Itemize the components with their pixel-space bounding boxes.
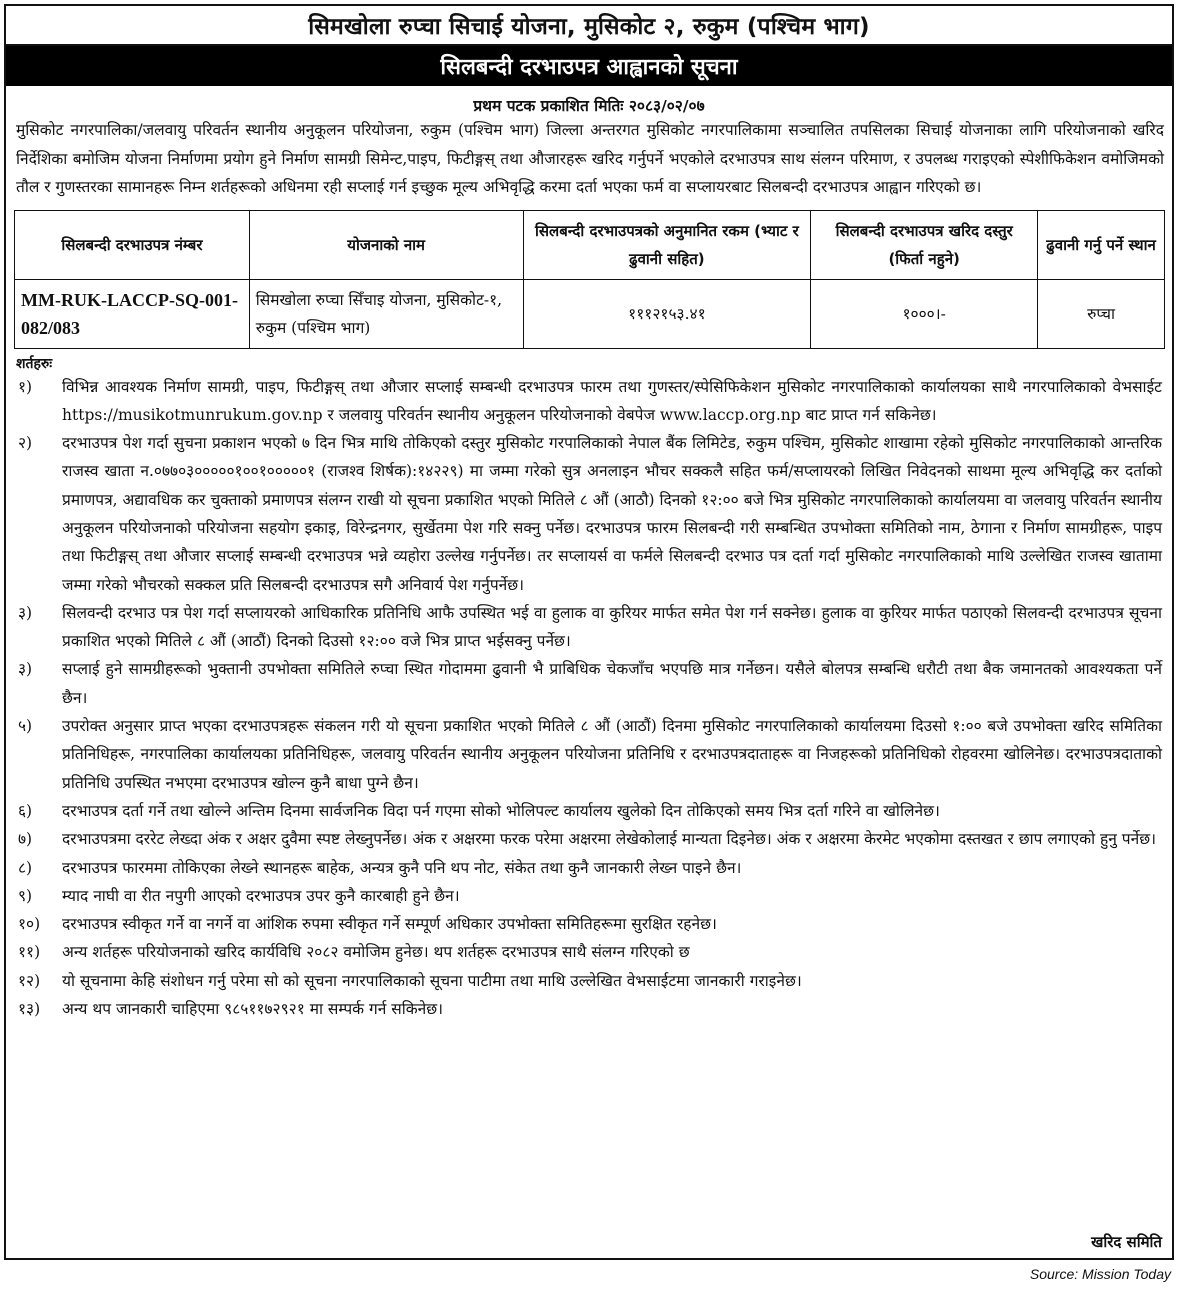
- term-number: ३): [18, 603, 33, 622]
- cell-bid-number: MM-RUK-LACCP-SQ-001-082/083: [15, 279, 250, 348]
- term-item: [6, 599, 1162, 656]
- term-item: [6, 910, 1162, 938]
- term-item: [6, 797, 1162, 825]
- term-number: ५): [18, 717, 33, 736]
- term-text: अन्य शर्तहरू परियोजनाको खरिद कार्यविधि २०८२ वमोजिम हुनेछ। थप शर्तहरू दरभाउपत्र साथै संलग्न गरिएको छ: [62, 943, 690, 962]
- source-credit: Source: Mission Today: [1029, 1266, 1171, 1282]
- term-text: उपरोक्त अनुसार प्राप्त भएका दरभाउपत्रहरू संकलन गरी यो सूचना प्रकाशित भएको मितिले ८ औं (आठौं) दिनमा मुसिकोट नगरपालिकाको कार्यालयमा दिउसो १:०० बजे उपभोक्ता खरिद समितिका प्रतिनिधिहरू, नगरपालिका कार्यालयका प्रतिनिधिहरू, जलवायु परिवर्तन स्थानीय अनुकूलन परियोजना प्रतिनिधि र दरभाउपत्रदाताहरू वा निजहरूको प्रतिनिधिको रोहवरमा खोलिनेछ। दरभाउपत्रदाताको प्रतिनिधि उपस्थित नभएमा दरभाउपत्र खोल्न कुनै बाधा पुग्ने छैन।: [62, 717, 1162, 792]
- term-text: दरभाउपत्रमा दररेट लेख्दा अंक र अक्षर दुवैमा स्पष्ट लेख्नुपर्नेछ। अंक र अक्षरमा फरक परेमा अक्षरमा लेखेकोलाई मान्यता दिइनेछ। अंक र अक्षरमा केरमेट भएकोमा दस्तखत र छाप लगाएको हुनु पर्नेछ।: [62, 830, 1156, 849]
- term-number: ११): [18, 943, 41, 962]
- published-date: प्रथम पटक प्रकाशित मितिः २०८३/०२/०७: [473, 97, 705, 115]
- term-number: १): [18, 377, 33, 396]
- term-item: [6, 854, 1162, 882]
- bid-table: [14, 210, 1165, 349]
- term-text: दरभाउपत्र पेश गर्दा सुचना प्रकाशन भएको ७ दिन भित्र माथि तोकिएको दस्तुर मुसिकोट गरपालिकाको नेपाल बैंक लिमिटेड, रुकुम पश्चिम, मुसिकोट शाखामा रहेको मुसिकोट नगरपालिकाको आन्तरिक राजस्व खाता न.०७७०३०००००१००१०००००१ (राजश्व शिर्षक):१४२२९) मा जम्मा गरेको सुत्र अनलाइन भौचर सक्कलै सहित फर्म/सप्लायरको लिखित निवेदनको साथमा मूल्य अभिवृद्धि कर दर्ताको प्रमाणपत्र, अद्यावधिक कर चुक्ताको प्रमाणपत्र संलग्न राखी यो सूचना प्रकाशित भएको मितिले ८ औं (आठौ) दिनको १२:०० बजे भित्र मुसिकोट नगरपालिकाको कार्यालयमा वा जलवायु परिवर्तन स्थानीय अनुकूलन परियोजनाको परियोजना सहयोग इकाइ, विरेन्द्रनगर, सुर्खेतमा पेश गरि सक्नु पर्नेछ। दरभाउपत्र फारम सिलबन्दी गरी सम्बन्धित उपभोक्ता समितिको नाम, ठेगाना र निर्माण सामग्रीहरू, पाइप तथा फिटीङ्गस् तथा औजार सप्लाई सम्बन्धी दरभाउपत्र भन्ने व्यहोरा उल्लेख गर्नुपर्नेछ। तर सप्लायर्स वा फर्मले सिलबन्दी दरभाउ पत्र दर्ता गर्दा मुसिकोट नगरपालिकाको माथि उल्लेखित राजस्व खातामा जम्मा गरेको भौचरको सक्कल प्रति सिलबन्दी दरभाउपत्र सगै अनिवार्य पेश गर्नुपर्नेछ।: [62, 434, 1162, 594]
- term-number: २): [18, 434, 33, 453]
- header-estimated-amount: सिलबन्दी दरभाउपत्रको अनुमानित रकम (भ्याट र ढुवानी सहित): [523, 210, 811, 279]
- term-number: ९): [18, 886, 33, 905]
- term-item: [6, 938, 1162, 966]
- header-project-name: योजनाको नाम: [249, 210, 523, 279]
- term-item: [6, 429, 1162, 599]
- term-text: दरभाउपत्र दर्ता गर्ने तथा खोल्ने अन्तिम दिनमा सार्वजनिक विदा पर्न गएमा सोको भोलिपल्ट कार्यालय खुलेको दिन तोकिएको समय भित्र दर्ता गरिने वा खोलिनेछ।: [62, 801, 940, 820]
- term-item: [6, 825, 1162, 853]
- term-number: १२): [18, 971, 41, 990]
- bid-table-header-row: [15, 210, 1165, 279]
- term-item: [6, 712, 1162, 797]
- intro-paragraph: मुसिकोट नगरपालिका/जलवायु परिवर्तन स्थानीय अनुकूलन परियोजना, रुकुम (पश्चिम भाग) जिल्ला अन्तरगत मुसिकोट नगरपालिकामा सञ्चालित तपसिलका सिचाई योजनाका लागि परियोजनाको खरिद निर्देशिका बमोजिम योजना निर्माणमा प्रयोग हुने निर्माण सामग्री सिमेन्ट,पाइप, फिटीङ्गस् तथा औजारहरू खरिद गर्नुपर्ने भएकोले दरभाउपत्र साथ संलग्न परिमाण, र उपलब्ध गराइएको स्पेशीफिकेशन वमोजिमको तौल र गुणस्तरका सामानहरू निम्न शर्तहरूको अधिनमा रही सप्लाई गर्न इच्छुक मूल्य अभिवृद्धि करमा दर्ता भएका फर्म वा सप्लायरबाट सिलबन्दी दरभाउपत्र आह्वान गरिएको छ।: [16, 121, 1164, 196]
- term-text: सप्लाई हुने सामग्रीहरूको भुक्तानी उपभोक्ता समितिले रुप्चा स्थित गोदाममा ढुवानी भै प्राबिधिक चेकजाँच भएपछि मात्र गर्नेछन। यसैले बोलपत्र सम्बन्धि धरौटी तथा बैक जमानतको आवश्यकता पर्ने छैन।: [62, 660, 1162, 707]
- term-number: १०): [18, 915, 41, 934]
- cell-project-name: सिमखोला रुप्चा सिँचाइ योजना, मुसिकोट-१, रुकुम (पश्चिम भाग): [249, 279, 523, 348]
- notice-frame: [4, 4, 1174, 1260]
- notice-subtitle: सिलबन्दी दरभाउपत्र आह्वानको सूचना: [6, 46, 1172, 86]
- term-text: विभिन्न आवश्यक निर्माण सामग्री, पाइप, फिटीङ्गस् तथा औजार सप्लाई सम्बन्धी दरभाउपत्र फारम तथा गुणस्तर/स्पेसिफिकेशन मुसिकोट नगरपालिकाको कार्यालयका साथै नगरपालिकाको वेभसाईट https://musikotmunrukum.gov.np र जलवायु परिवर्तन स्थानीय अनुकूलन परियोजनाको वेबपेज www.laccp.org.np बाट प्राप्त गर्न सकिनेछ।: [62, 377, 1162, 424]
- term-text: अन्य थप जानकारी चाहिएमा ९८५११७२९२१ मा सम्पर्क गर्न सकिनेछ।: [62, 1000, 443, 1019]
- term-item: [6, 655, 1162, 712]
- terms-heading: शर्तहरुः: [16, 355, 53, 372]
- header-delivery-place: ढुवानी गर्नु पर्ने स्थान: [1038, 210, 1165, 279]
- cell-delivery-place: रुप्चा: [1038, 279, 1165, 348]
- term-number: १३): [18, 1000, 41, 1019]
- term-text: दरभाउपत्र स्वीकृत गर्ने वा नगर्ने वा आंशिक रुपमा स्वीकृत गर्ने सम्पूर्ण अधिकार उपभोक्ता समितिहरूमा सुरक्षित रहनेछ।: [62, 915, 717, 934]
- header-bid-number: सिलबन्दी दरभाउपत्र नंम्बर: [15, 210, 250, 279]
- term-number: ८): [18, 858, 33, 877]
- term-item: [6, 967, 1162, 995]
- term-item: [6, 882, 1162, 910]
- table-row: [15, 279, 1165, 348]
- term-number: ६): [18, 801, 33, 820]
- term-item: [6, 373, 1162, 430]
- term-number: ७): [18, 830, 33, 849]
- term-text: दरभाउपत्र फारममा तोकिएका लेख्ने स्थानहरू बाहेक, अन्यत्र कुनै पनि थप नोट, संकेत तथा कुनै जानकारी लेख्न पाइने छैन।: [62, 858, 742, 877]
- cell-estimated-amount: १११२१५३.४१: [523, 279, 811, 348]
- term-item: [6, 995, 1162, 1023]
- notice-title: सिमखोला रुप्चा सिचाई योजना, मुसिकोट २, रुकुम (पश्चिम भाग): [6, 6, 1172, 46]
- terms-list: [6, 373, 1172, 1024]
- cell-purchase-fee: १०००।-: [811, 279, 1038, 348]
- term-number: ३): [18, 660, 33, 679]
- signoff: खरिद समिति: [1091, 1233, 1162, 1251]
- header-purchase-fee: सिलबन्दी दरभाउपत्र खरिद दस्तुर (फिर्ता नहुने): [811, 210, 1038, 279]
- term-text: सिलवन्दी दरभाउ पत्र पेश गर्दा सप्लायरको आधिकारिक प्रतिनिधि आफै उपस्थित भई वा हुलाक वा कुरियर मार्फत समेत पेश गर्न सक्नेछ। हुलाक वा कुरियर मार्फत पठाएको सिलवन्दी दरभाउपत्र सूचना प्रकाशित भएको मितिले ८ औं (आठौं) दिनको दिउसो १२:०० वजे भित्र प्राप्त भईसक्नु पर्नेछ।: [62, 603, 1162, 651]
- term-text: म्याद नाघी वा रीत नपुगी आएको दरभाउपत्र उपर कुनै कारबाही हुने छैन।: [62, 886, 460, 905]
- term-text: यो सूचनामा केहि संशोधन गर्नु परेमा सो को सूचना नगरपालिकाको सूचना पाटीमा तथा माथि उल्लेखित वेभसाईटमा जानकारी गराइनेछ।: [62, 971, 802, 990]
